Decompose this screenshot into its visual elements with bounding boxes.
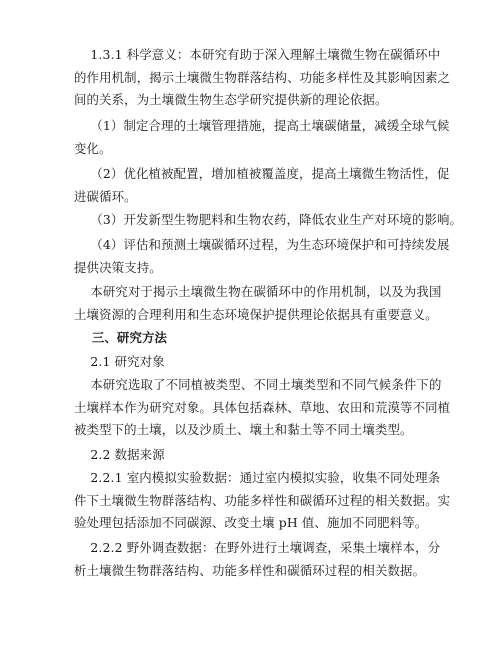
- text-line: （4）评估和预测土壤碳循环过程，为生态环境保护和可持续发展: [74, 237, 450, 252]
- heading-text: 2.1 研究对象: [74, 354, 165, 369]
- paragraph-field-survey: [74, 537, 448, 582]
- text-line: 被类型下的土壤，以及沙质土、壤土和黏土等不同土壤类型。: [74, 422, 413, 438]
- text-line: 1.3.1 科学意义：本研究有助于深入理解土壤微生物在碳循环中: [74, 47, 441, 62]
- text-line: 2.2.2 野外调查数据：在野外进行土壤调查，采集土壤样本，分: [74, 540, 441, 555]
- text-line: 间的关系，为土壤微生物生态学研究提供新的理论依据。: [74, 92, 388, 108]
- paragraph-item-2: [74, 163, 448, 208]
- text-line: （3）开发新型生物肥料和生物农药，降低农业生产对环境的影响。: [74, 212, 463, 227]
- paragraph-summary: [74, 281, 448, 326]
- text-line: 土壤样本作为研究对象。具体包括森林、草地、农田和荒漠等不同植: [74, 399, 451, 415]
- subsection-heading-research-object: [74, 351, 448, 374]
- paragraph-item-3: [74, 209, 463, 232]
- paragraph-item-1: [74, 115, 448, 160]
- text-line: 本研究选取了不同植被类型、不同土壤类型和不同气候条件下的: [74, 377, 442, 392]
- text-line: （2）优化植被配置，增加植被覆盖度，提高土壤微生物活性，促: [74, 166, 450, 181]
- text-line: 验处理包括添加不同碳源、改变土壤 pH 值、施加不同肥料等。: [74, 515, 428, 531]
- text-line: （1）制定合理的土壤管理措施，提高土壤碳储量，减缓全球气候: [74, 118, 450, 133]
- heading-text: 三、研究方法: [74, 330, 168, 345]
- text-line: 土壤资源的合理利用和生态环境保护提供理论依据具有重要意义。: [74, 306, 438, 322]
- paragraph-indoor-experiment: [74, 467, 451, 535]
- text-line: 提供决策支持。: [74, 259, 162, 275]
- heading-text: 2.2 数据来源: [74, 447, 165, 462]
- paragraph-item-4: [74, 234, 448, 279]
- text-line: 2.2.1 室内模拟实验数据：通过室内模拟实验，收集不同处理条: [74, 470, 441, 485]
- text-line: 析土壤微生物群落结构、功能多样性和碳循环过程的相关数据。: [74, 562, 426, 578]
- paragraph-research-object: [74, 374, 451, 442]
- text-line: 进碳循环。: [74, 188, 137, 204]
- text-line: 本研究对于揭示土壤微生物在碳循环中的作用机制，以及为我国: [74, 284, 442, 299]
- text-line: 变化。: [74, 140, 112, 156]
- section-heading-methods: [74, 327, 448, 350]
- subsection-heading-data-source: [74, 444, 448, 467]
- text-line: 的作用机制，揭示土壤微生物群落结构、功能多样性及其影响因素之: [74, 69, 451, 85]
- text-line: 件下土壤微生物群落结构、功能多样性和碳循环过程的相关数据。实: [74, 492, 451, 508]
- paragraph-scientific-significance: [74, 44, 451, 112]
